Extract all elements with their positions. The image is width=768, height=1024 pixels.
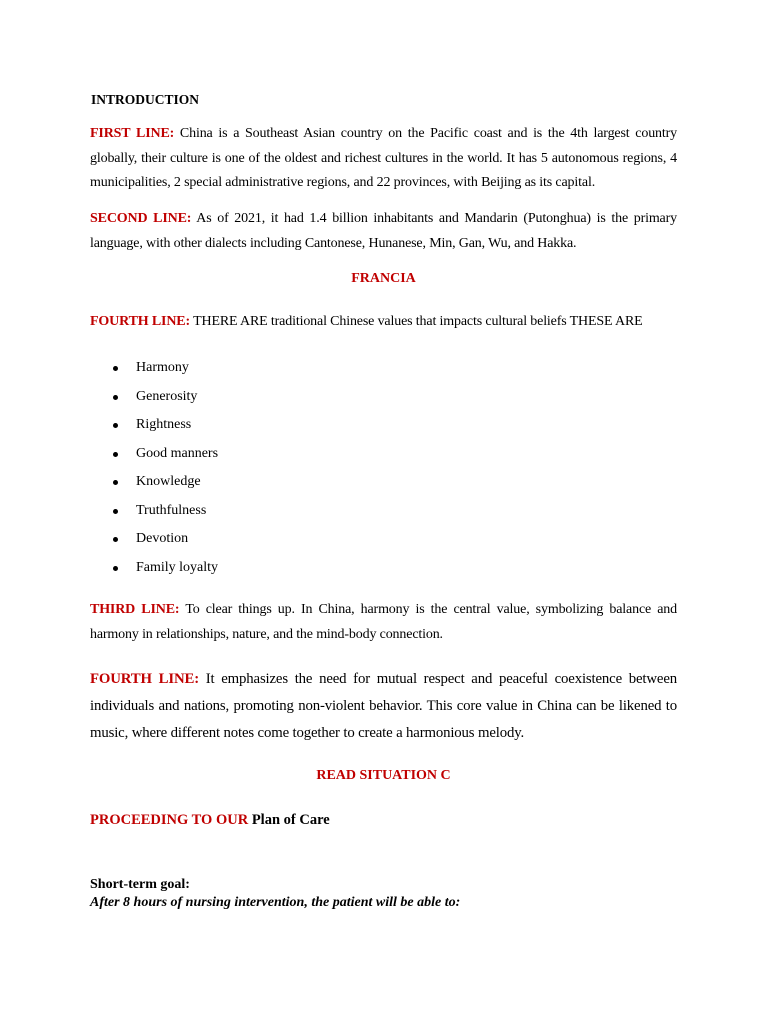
- list-item: Generosity: [90, 383, 218, 412]
- second-line-text: As of 2021, it had 1.4 billion inhabitants and Mandarin (Putonghua) is the primary language, with other dialects including Cantonese, Hunanese, Min, Gan, Wu, and Hakka.: [90, 211, 677, 251]
- fourth-line-b-label: FOURTH LINE:: [90, 671, 199, 687]
- fourth-line-label: FOURTH LINE:: [90, 314, 190, 329]
- third-line-label: THIRD LINE:: [90, 602, 180, 617]
- paragraph-second-line: [90, 207, 677, 256]
- fourth-line-b-text: It emphasizes the need for mutual respect and peaceful coexistence between individuals and nations, promoting non-violent behavior. This core value in China can be likened to music, where different notes come together to create a harmonious melody.: [90, 671, 677, 741]
- list-item: Truthfulness: [90, 497, 218, 526]
- list-item: Rightness: [90, 411, 218, 440]
- francia-title: FRANCIA: [351, 271, 416, 286]
- list-item: Family loyalty: [90, 554, 218, 583]
- list-item: Devotion: [90, 525, 218, 554]
- section-heading-introduction: INTRODUCTION: [91, 92, 200, 107]
- third-line-text: To clear things up. In China, harmony is the central value, symbolizing balance and harmony in relationships, nature, and the mind-body connection.: [90, 602, 677, 642]
- first-line-text: China is a Southeast Asian country on the Pacific coast and is the 4th largest country globally, their culture is one of the oldest and richest cultures in the world. It has 5 autonomous regions, 4 municipalities, 2 special administrative regions, and 22 provinces, with Beijing as its capital.: [90, 126, 678, 190]
- short-term-goal-label: Short-term goal:: [90, 877, 190, 892]
- list-item: Harmony: [90, 354, 218, 383]
- paragraph-first-line: [90, 122, 677, 196]
- plan-prefix: PROCEEDING TO OUR: [90, 812, 249, 828]
- fourth-line-text: THERE ARE traditional Chinese values that impacts cultural beliefs THESE ARE: [190, 314, 643, 329]
- plan-of-care-heading: [90, 812, 330, 829]
- paragraph-fourth-line-emphasis: [90, 666, 677, 747]
- first-line-label: FIRST LINE:: [90, 126, 175, 141]
- list-item: Knowledge: [90, 468, 218, 497]
- plan-suffix: Plan of Care: [248, 812, 330, 828]
- values-list: [90, 354, 218, 582]
- short-term-goal-text: After 8 hours of nursing intervention, the patient will be able to:: [90, 895, 461, 910]
- paragraph-fourth-line-values: [90, 310, 677, 335]
- second-line-label: SECOND LINE:: [90, 211, 192, 226]
- list-item: Good manners: [90, 440, 218, 469]
- read-situation-title: READ SITUATION C: [316, 768, 451, 783]
- paragraph-third-line: [90, 598, 677, 647]
